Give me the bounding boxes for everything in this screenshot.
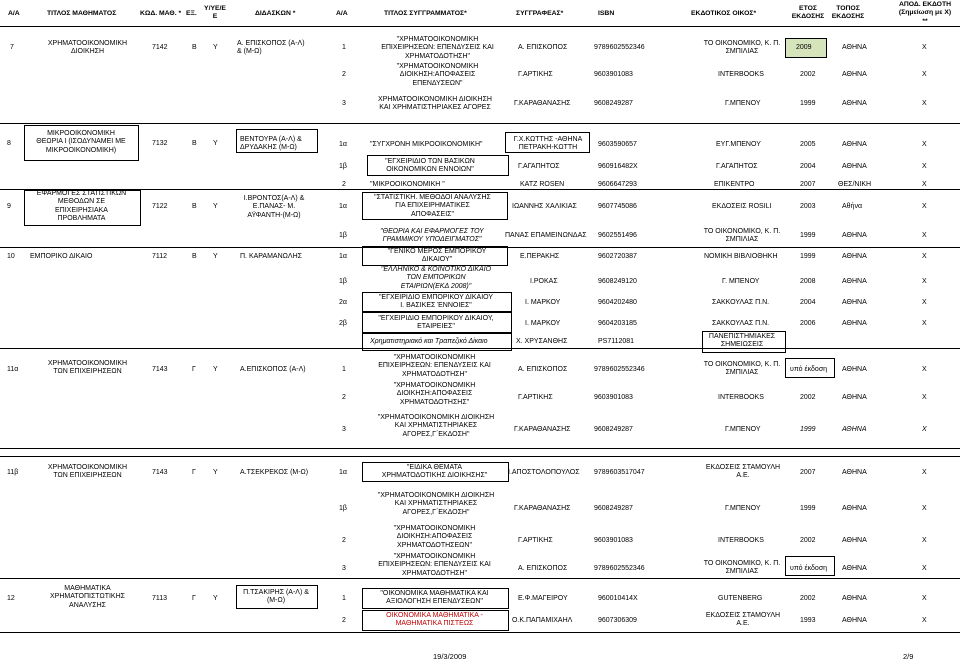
book-publisher: ΕΚΔΟΣΕΙΣ ΣΤΑΜΟΥΛΗ Α.Ε. [705, 612, 781, 628]
book-year: 2002 [800, 537, 816, 544]
book-year: 2005 [800, 141, 816, 148]
book-title: "ΕΙΔΙΚΑ ΘΕΜΑΤΑ ΧΡΗΜΑΤΟΔΟΤΙΚΗΣ ΔΙΟΙΚΗΣΗΣ" [381, 464, 488, 480]
course-semester: Β [192, 140, 197, 147]
book-year: υπό έκδοση [790, 565, 828, 572]
course-title: ΧΡΗΜΑΤΟΟΙΚΟΝΟΜΙΚΗ ΤΩΝ ΕΠΙΧΕΙΡΗΣΕΩΝ [47, 360, 128, 376]
book-isbn: 9602720387 [598, 253, 637, 260]
row-divider [0, 123, 960, 124]
footer-page-number: 2/9 [903, 652, 914, 661]
book-place: ΑΘΗΝΑ [842, 394, 867, 401]
course-title-box [24, 125, 139, 161]
book-title: ΧΡΗΜΑΤΟΟΙΚΟΝΟΜΙΚΗ ΔΙΟΙΚΗΣΗ ΚΑΙ ΧΡΗΜΑΤΙΣΤΗΡΙΑΚΕΣ ΑΓΟΡΕΣ [378, 96, 492, 112]
book-place: ΑΘΗΝΑ [842, 141, 867, 148]
book-year: 2003 [800, 203, 816, 210]
year-box [785, 358, 835, 378]
book-isbn: 9606647293 [598, 181, 637, 188]
book-title: "ΜΙΚΡΟΟΙΚΟΝΟΜΙΚΗ " [370, 181, 445, 188]
book-publisher: Γ.ΜΠΕΝΟΥ [725, 426, 761, 433]
book-isbn: 9608249287 [594, 505, 633, 512]
book-availability: Χ [922, 253, 927, 260]
course-code: 7122 [152, 203, 168, 210]
book-title: "ΧΡΗΜΑΤΟΟΙΚΟΝΟΜΙΚΗ ΔΙΟΙΚΗΣΗ ΚΑΙ ΧΡΗΜΑΤΙΣΤΗΡΙΑΚΕΣ ΑΓΟΡΕΣ,Γ΄ΕΚΔΟΣΗ" [377, 492, 495, 516]
book-publisher: Γ.ΜΠΕΝΟΥ [725, 505, 761, 512]
book-aa: 1α [339, 141, 347, 148]
course-aa: 9 [7, 203, 11, 210]
course-aa: 7 [10, 44, 14, 51]
book-place: ΑΘΗΝΑ [842, 71, 867, 78]
course-semester: Γ [192, 366, 196, 373]
header-type: Υ/ΥΕ/Ε Ε [204, 5, 226, 21]
course-aa: 12 [7, 595, 15, 602]
book-title-box [362, 312, 512, 333]
book-publisher: INTERBOOKS [718, 71, 764, 78]
book-aa: 2 [342, 394, 346, 401]
book-availability: Χ [922, 366, 927, 373]
book-isbn: 960916482Χ [598, 163, 638, 170]
book-title: ΟΙΚΟΝΟΜΙΚΑ ΜΑΘΗΜΑΤΙΚΑ - ΜΑΘΗΜΑΤΙΚΑ ΠΙΣΤΕΩΣ [386, 612, 483, 628]
book-publisher: INTERBOOKS [718, 537, 764, 544]
book-year: 2002 [800, 71, 816, 78]
book-availability: Χ [922, 100, 927, 107]
row-divider [0, 456, 960, 457]
header-course-code: ΚΩΔ. ΜΑΘ. * [140, 10, 182, 17]
book-author: Γ.Χ.ΚΩΤΤΗΣ -ΑΘΗΝΑ ΠΕΤΡΑΚΗ-ΚΩΤΤΗ [513, 136, 583, 152]
book-aa: 1α [339, 203, 347, 210]
book-isbn: 9603901083 [594, 537, 633, 544]
book-publisher: ΤΟ ΟΙΚΟΝΟΜΙΚΟ, Κ. Π. ΣΜΠΙΛΙΑΣ [703, 228, 781, 244]
header-book-aa: Α/Α [336, 10, 348, 17]
book-availability: Χ [922, 299, 927, 306]
footer-date: 19/3/2009 [433, 652, 467, 661]
book-availability: Χ [922, 565, 927, 572]
book-availability: Χ [922, 320, 927, 327]
book-aa: 3 [342, 100, 346, 107]
book-author: ΙΩΑΝΝΗΣ ΧΑΛΙΚΙΑΣ [512, 203, 577, 210]
book-author: Γ.ΚΑΡΑΘΑΝΑΣΗΣ [514, 505, 571, 512]
book-year: 2008 [800, 278, 816, 285]
year-box [785, 556, 835, 576]
book-publisher: ΤΟ ΟΙΚΟΝΟΜΙΚΟ, Κ. Π. ΣΜΠΙΛΙΑΣ [703, 40, 781, 56]
book-aa: 1β [339, 232, 347, 239]
row-divider [0, 448, 960, 449]
book-isbn: 9789602552346 [594, 565, 645, 572]
book-aa: 1α [339, 253, 347, 260]
book-publisher: INTERBOOKS [718, 394, 764, 401]
course-code: 7113 [152, 595, 168, 602]
book-isbn: 960010414Χ [598, 595, 638, 602]
course-aa: 8 [7, 140, 11, 147]
book-year: 2007 [800, 469, 816, 476]
book-publisher: Γ.ΜΠΕΝΟΥ [725, 100, 761, 107]
book-author: Γ.ΑΡΤΙΚΗΣ [518, 537, 553, 544]
book-place: ΑΘΗΝΑ [842, 163, 867, 170]
book-place: ΑΘΗΝΑ [842, 469, 867, 476]
header-course-title: ΤΙΤΛΟΣ ΜΑΘΗΜΑΤΟΣ [47, 10, 117, 17]
course-instructors: Ι.ΒΡΟΝΤΟΣ(Α-Λ) & Ε.ΠΑΝΑΣ- Μ. ΑΫΦΑΝΤΗ-(Μ-Ω) [243, 195, 305, 219]
book-availability: Χ [922, 595, 927, 602]
book-title: "ΧΡΗΜΑΤΟΟΙΚΟΝΟΜΙΚΗ ΔΙΟΙΚΗΣΗ:ΑΠΟΦΑΣΕΙΣ ΕΠΕΝΔΥΣΕΩΝ" [396, 63, 479, 87]
book-title: "ΕΛΛΗΝΙΚΟ & ΚΟΙΝΟΤΙΚΟ ΔΙΚΑΙΟ ΤΩΝ ΕΜΠΟΡΙΚΩΝ ΕΤΑΙΡΙΩΝ(ΕΚΔ 2008)" [380, 266, 492, 290]
book-aa: 3 [342, 426, 346, 433]
book-availability: Χ [922, 232, 927, 239]
course-instructors: Π.ΤΣΑΚΙΡΗΣ (Α-Λ) & (Μ-Ω) [243, 589, 309, 605]
book-publisher: ΝΟΜΙΚΗ ΒΙΒΛΙΟΘΗΚΗ [704, 253, 778, 260]
book-author: Ι.ΑΠΟΣΤΟΛΟΠΟΥΛΟΣ [508, 469, 580, 476]
book-availability: Χ [922, 71, 927, 78]
book-publisher: ΕΚΔΟΣΕΙΣ ΣΤΑΜΟΥΛΗ Α.Ε. [705, 464, 781, 480]
course-type: Υ [213, 140, 218, 147]
book-aa: 1β [339, 163, 347, 170]
course-code: 7143 [152, 469, 168, 476]
course-aa: 10 [7, 253, 15, 260]
book-author: Ο.Κ.ΠΑΠΑΜΙΧΑΗΛ [512, 617, 573, 624]
book-aa: 1 [342, 366, 346, 373]
book-aa: 1 [342, 44, 346, 51]
book-place: ΑΘΗΝΑ [842, 366, 867, 373]
book-aa: 2β [339, 320, 347, 327]
book-aa: 2 [342, 537, 346, 544]
book-availability: Χ [922, 203, 927, 210]
book-isbn: 9608249287 [594, 426, 633, 433]
row-divider [0, 632, 960, 633]
book-title: "ΕΓΧΕΙΡΙΔΙΟ ΕΜΠΟΡΙΚΟΥ ΔΙΚΑΙΟΥ Ι. ΒΑΣΙΚΕΣ ΈΝΝΟΙΕΣ" [378, 294, 494, 310]
book-publisher: ΤΟ ΟΙΚΟΝΟΜΙΚΟ, Κ. Π. ΣΜΠΙΛΙΑΣ [703, 560, 781, 576]
book-author: Ε.Φ.ΜΑΓΕΙΡΟΥ [518, 595, 568, 602]
book-isbn: PS7112081 [598, 338, 635, 345]
book-year: 1999 [800, 505, 816, 512]
book-availability: Χ [922, 163, 927, 170]
book-title: "ΕΓΧΕΙΡΙΔΙΟ ΕΜΠΟΡΙΚΟΥ ΔΙΚΑΙΟΥ, ΕΤΑΙΡΕΙΕΣ" [378, 315, 494, 331]
course-title: ΜΙΚΡΟΟΙΚΟΝΟΜΙΚΗ ΘΕΩΡΙΑ Ι (ΙΣΟΔΥΝΑΜΕΙ ΜΕ ΜΙΚΡΟΟΙΚΟΝΟΜΙΚΗ) [36, 130, 126, 154]
book-publisher: ΕΠΙΚΕΝΤΡΟ [714, 181, 755, 188]
book-isbn: 9603590657 [598, 141, 637, 148]
book-title: "ΘΕΩΡΙΑ ΚΑΙ ΕΦΑΡΜΟΓΕΣ ΤΟΥ ΓΡΑΜΜΙΚΟΥ ΥΠΟΔΕΙΓΜΑΤΟΣ" [380, 228, 484, 244]
book-title: Χρηματιστηριακό και Τραπεζικό Δίκαιο [370, 338, 488, 345]
header-year: ΕΤΟΣ ΕΚΔΟΣΗΣ [791, 5, 825, 21]
course-semester: Β [192, 44, 197, 51]
book-year: 2006 [800, 320, 816, 327]
course-title: ΕΜΠΟΡΙΚΟ ΔΙΚΑΙΟ [30, 253, 93, 260]
course-code: 7112 [152, 253, 168, 260]
book-availability: Χ [922, 141, 927, 148]
book-author: KATZ ROSEN [520, 181, 565, 188]
book-isbn: 9603901083 [594, 71, 633, 78]
book-year: 2002 [800, 595, 816, 602]
publisher-box [702, 331, 786, 353]
book-publisher: ΣΑΚΚΟΥΛΑΣ Π.Ν. [712, 320, 770, 327]
book-author: Γ.ΑΓΑΠΗΤΟΣ [518, 163, 560, 170]
book-author: Γ.ΑΡΤΙΚΗΣ [518, 394, 553, 401]
course-title: ΧΡΗΜΑΤΟΟΙΚΟΝΟΜΙΚΗ ΔΙΟΙΚΗΣΗ [47, 40, 128, 56]
course-instructors: ΒΕΝΤΟΥΡΑ (Α-Λ) & ΔΡΥΔΑΚΗΣ (Μ-Ω) [240, 136, 302, 152]
header-semester: ΕΞ. [186, 10, 197, 17]
book-aa: 2 [342, 181, 346, 188]
book-publisher: Γ. ΜΠΕΝΟΥ [722, 278, 760, 285]
book-place: ΑΘΗΝΑ [842, 320, 867, 327]
book-publisher: GUTENBERG [718, 595, 763, 602]
book-year: 2009 [796, 44, 812, 51]
header-book-title: ΤΙΤΛΟΣ ΣΥΓΓΡΑΜΜΑΤΟΣ* [384, 10, 467, 17]
course-semester: Γ [192, 595, 196, 602]
book-publisher: ΕΥΓ.ΜΠΕΝΟΥ [716, 141, 761, 148]
book-year: 2004 [800, 163, 816, 170]
book-author: Α. ΕΠΙΣΚΟΠΟΣ [518, 366, 568, 373]
book-title-box [362, 610, 509, 631]
book-aa: 1α [339, 469, 347, 476]
header-place: ΤΟΠΟΣ ΕΚΔΟΣΗΣ [831, 5, 865, 21]
book-aa: 3 [342, 565, 346, 572]
book-place: ΘΕΣ/ΝΙΚΗ [838, 181, 872, 188]
book-title: "ΕΓΧΕΙΡΙΔΙΟ ΤΩΝ ΒΑΣΙΚΩΝ ΟΙΚΟΝΟΜΙΚΩΝ ΕΝΝΟΙΩΝ" [385, 158, 475, 174]
book-isbn: 9607745086 [598, 203, 637, 210]
book-title: "ΧΡΗΜΑΤΟΟΙΚΟΝΟΜΙΚΗ ΔΙΟΙΚΗΣΗ:ΑΠΟΦΑΣΕΙΣ ΧΡΗΜΑΤΟΔΟΤΗΣΗΣ" [393, 382, 476, 406]
course-type: Υ [213, 253, 218, 260]
course-aa: 11β [7, 469, 19, 476]
book-author: Α. ΕΠΙΣΚΟΠΟΣ [518, 44, 568, 51]
book-isbn: 9602551496 [598, 232, 637, 239]
book-author: Γ.ΚΑΡΑΘΑΝΑΣΗΣ [514, 100, 571, 107]
course-title-box [24, 190, 141, 226]
course-aa: 11α [7, 366, 19, 373]
book-year: 1999 [800, 100, 816, 107]
course-instructors: Π. ΚΑΡΑΜΑΝΩΛΗΣ [240, 253, 302, 260]
book-availability: Χ [922, 44, 927, 51]
book-isbn: 9604203185 [598, 320, 637, 327]
book-title-box [362, 462, 509, 482]
book-title-box [362, 192, 508, 220]
book-availability: Χ [922, 469, 927, 476]
book-year: 2004 [800, 299, 816, 306]
course-semester: Β [192, 253, 197, 260]
book-availability: Χ [922, 181, 927, 188]
book-aa: 1β [339, 278, 347, 285]
book-publisher: ΤΟ ΟΙΚΟΝΟΜΙΚΟ, Κ. Π. ΣΜΠΙΛΙΑΣ [703, 361, 781, 377]
book-publisher: Γ.ΑΓΑΠΗΤΟΣ [716, 163, 758, 170]
course-instructors: Α.ΕΠΙΣΚΟΠΟΣ (Α-Λ) [240, 366, 306, 373]
book-place: ΑΘΗΝΑ [842, 565, 867, 572]
course-type: Υ [213, 469, 218, 476]
book-author: Ι. ΜΑΡΚΟΥ [525, 320, 561, 327]
course-title: ΕΦΑΡΜΟΓΕΣ ΣΤΑΤΙΣΤΙΚΩΝ ΜΕΘΟΔΩΝ ΣΕ ΕΠΙΧΕΙΡΗΣΙΑΚΑ ΠΡΟΒΛΗΜΑΤΑ [36, 190, 127, 223]
book-year: 2007 [800, 181, 816, 188]
book-isbn: 9789602552346 [594, 366, 645, 373]
book-isbn: 9789603517047 [594, 469, 645, 476]
book-title: "ΧΡΗΜΑΤΟΟΙΚΟΝΟΜΙΚΗ ΕΠΙΧΕΙΡΗΣΕΩΝ: ΕΠΕΝΔΥΣΕΙΣ ΚΑΙ ΧΡΗΜΑΤΟΔΟΤΗΣΗ" [378, 354, 491, 378]
book-author: Γ.ΚΑΡΑΘΑΝΑΣΗΣ [514, 426, 571, 433]
course-semester: Γ [192, 469, 196, 476]
book-title-box [362, 292, 512, 312]
course-title: ΧΡΗΜΑΤΟΟΙΚΟΝΟΜΙΚΗ ΤΩΝ ΕΠΙΧΕΙΡΗΣΕΩΝ [47, 464, 128, 480]
course-code: 7143 [152, 366, 168, 373]
book-availability: Χ [922, 394, 927, 401]
course-instructors: Α. ΕΠΙΣΚΟΠΟΣ (Α-Λ) & (Μ-Ω) [237, 40, 305, 56]
book-title: "ΟΙΚΟΝΟΜΙΚΑ ΜΑΘΗΜΑΤΙΚΑ ΚΑΙ ΑΞΙΟΛΟΓΗΣΗ ΕΠΕΝΔΥΣΕΩΝ" [380, 590, 489, 606]
course-type: Υ [213, 366, 218, 373]
book-title: "ΧΡΗΜΑΤΟΟΙΚΟΝΟΜΙΚΗ ΔΙΟΙΚΗΣΗ:ΑΠΟΦΑΣΕΙΣ ΧΡΗΜΑΤΟΔΟΤΗΣΕΩΝ" [393, 525, 476, 549]
book-place: ΑΘΗΝΑ [842, 44, 867, 51]
book-availability: Χ [922, 505, 927, 512]
book-isbn: 9603901083 [594, 394, 633, 401]
book-place: ΑΘΗΝΑ [842, 100, 867, 107]
book-title: "ΣΤΑΤΙΣΤΙΚΗ. ΜΕΘΟΔΟΙ ΑΝΑΛΥΣΗΣ ΓΙΑ ΕΠΙΧΕΙΡΗΜΑΤΙΚΕΣ ΑΠΟΦΑΣΕΙΣ" [374, 194, 491, 218]
instructor-box [236, 129, 318, 153]
header-availability: ΑΠΟΔ. ΕΚΔΟΤΗ (Σημείωση με Χ) ** [898, 1, 952, 25]
row-divider [0, 189, 960, 190]
book-year: 1999 [800, 426, 816, 433]
book-availability: Χ [922, 426, 927, 433]
book-year: 1999 [800, 232, 816, 239]
book-isbn: 9789602552346 [594, 44, 645, 51]
book-title: "ΧΡΗΜΑΤΟΟΙΚΟΝΟΜΙΚΗ ΕΠΙΧΕΙΡΗΣΕΩΝ: ΕΠΕΝΔΥΣΕΙΣ ΚΑΙ ΧΡΗΜΑΤΟΔΟΤΗΣΗ" [381, 36, 494, 60]
book-place: ΑΘΗΝΑ [842, 278, 867, 285]
course-type: Υ [213, 203, 218, 210]
header-isbn: ISBN [598, 10, 615, 17]
book-title-box [367, 155, 509, 176]
header-instructors: ΔΙΔΑΣΚΩΝ * [255, 10, 296, 17]
header-authors: ΣΥΓΓΡΑΦΕΑΣ* [516, 10, 564, 17]
book-aa: 1 [342, 595, 346, 602]
book-isbn: 9608249287 [594, 100, 633, 107]
book-title: "ΧΡΗΜΑΤΟΟΙΚΟΝΟΜΙΚΗ ΔΙΟΙΚΗΣΗ ΚΑΙ ΧΡΗΜΑΤΙΣΤΗΡΙΑΚΕΣ ΑΓΟΡΕΣ,Γ΄ΕΚΔΟΣΗ" [377, 414, 495, 438]
course-title: ΜΑΘΗΜΑΤΙΚΑ ΧΡΗΜΑΤΟΠΙΣΤΩΤΙΚΗΣ ΑΝΑΛΥΣΗΣ [50, 585, 125, 609]
book-isbn: 9607306309 [598, 617, 637, 624]
book-year: υπό έκδοση [790, 366, 828, 373]
book-title-box [362, 246, 508, 266]
book-author: ΠΑΝΑΣ ΕΠΑΜΕΙΝΩΝΔΑΣ [505, 232, 587, 239]
course-type: Υ [213, 44, 218, 51]
row-divider [0, 578, 960, 579]
book-place: ΑΘΗΝΑ [842, 617, 867, 624]
book-aa: 2 [342, 71, 346, 78]
book-author: Γ.ΑΡΤΙΚΗΣ [518, 71, 553, 78]
author-box [505, 132, 590, 153]
book-year: 1999 [800, 253, 816, 260]
course-instructors: Α.ΤΣΕΚΡΕΚΟΣ (Μ-Ω) [240, 469, 309, 476]
course-type: Υ [213, 595, 218, 602]
book-year: 2002 [800, 394, 816, 401]
book-aa: 2α [339, 299, 347, 306]
course-semester: Β [192, 203, 197, 210]
book-title-box [362, 588, 509, 609]
book-title: "ΧΡΗΜΑΤΟΟΙΚΟΝΟΜΙΚΗ ΕΠΙΧΕΙΡΗΣΕΩΝ: ΕΠΕΝΔΥΣΕΙΣ ΚΑΙ ΧΡΗΜΑΤΟΔΟΤΗΣΗ" [378, 553, 491, 577]
book-availability: Χ [922, 537, 927, 544]
book-author: Ε.ΠΕΡΑΚΗΣ [520, 253, 560, 260]
book-title: "ΣΥΓΧΡΟΝΗ ΜΙΚΡΟΟΙΚΟΝΟΜΙΚΗ" [370, 141, 483, 148]
book-publisher: ΕΚΔΟΣΕΙΣ ROSILI [712, 203, 772, 210]
book-availability: Χ [922, 278, 927, 285]
book-author: Ι.ΡΟΚΑΣ [530, 278, 558, 285]
book-availability: Χ [922, 617, 927, 624]
book-place: ΑΘΗΝΑ [842, 253, 867, 260]
course-code: 7142 [152, 44, 168, 51]
book-year: 1993 [800, 617, 816, 624]
header-publisher: ΕΚΔΟΤΙΚΟΣ ΟΙΚΟΣ* [691, 10, 757, 17]
book-isbn: 9604202480 [598, 299, 637, 306]
book-aa: 1β [339, 505, 347, 512]
book-author: Α. ΕΠΙΣΚΟΠΟΣ [518, 565, 568, 572]
book-place: ΑΘΗΝΑ [842, 232, 867, 239]
book-author: Χ. ΧΡΥΣΑΝΘΗΣ [516, 338, 568, 345]
book-isbn: 9608249120 [598, 278, 637, 285]
book-place: ΑΘΗΝΑ [842, 426, 867, 433]
book-publisher: ΣΑΚΚΟΥΛΑΣ Π.Ν. [712, 299, 770, 306]
instructor-box [236, 585, 318, 609]
header-divider [0, 26, 960, 27]
row-divider [0, 348, 960, 349]
book-place: Αθήνα [842, 203, 863, 210]
book-place: ΑΘΗΝΑ [842, 299, 867, 306]
course-code: 7132 [152, 140, 168, 147]
header-aa: Α/Α [8, 10, 20, 17]
book-publisher: ΠΑΝΕΠΙΣΤΗΜΙΑΚΕΣ ΣΗΜΕΙΩΣΕΙΣ [708, 333, 776, 349]
book-place: ΑΘΗΝΑ [842, 537, 867, 544]
book-place: ΑΘΗΝΑ [842, 505, 867, 512]
book-aa: 2 [342, 617, 346, 624]
book-title: "ΓΕΝΙΚΟ ΜΕΡΟΣ ΕΜΠΟΡΙΚΟΥ ΔΙΚΑΙΟΥ" [387, 248, 487, 264]
book-author: Ι. ΜΑΡΚΟΥ [525, 299, 561, 306]
book-place: ΑΘΗΝΑ [842, 595, 867, 602]
